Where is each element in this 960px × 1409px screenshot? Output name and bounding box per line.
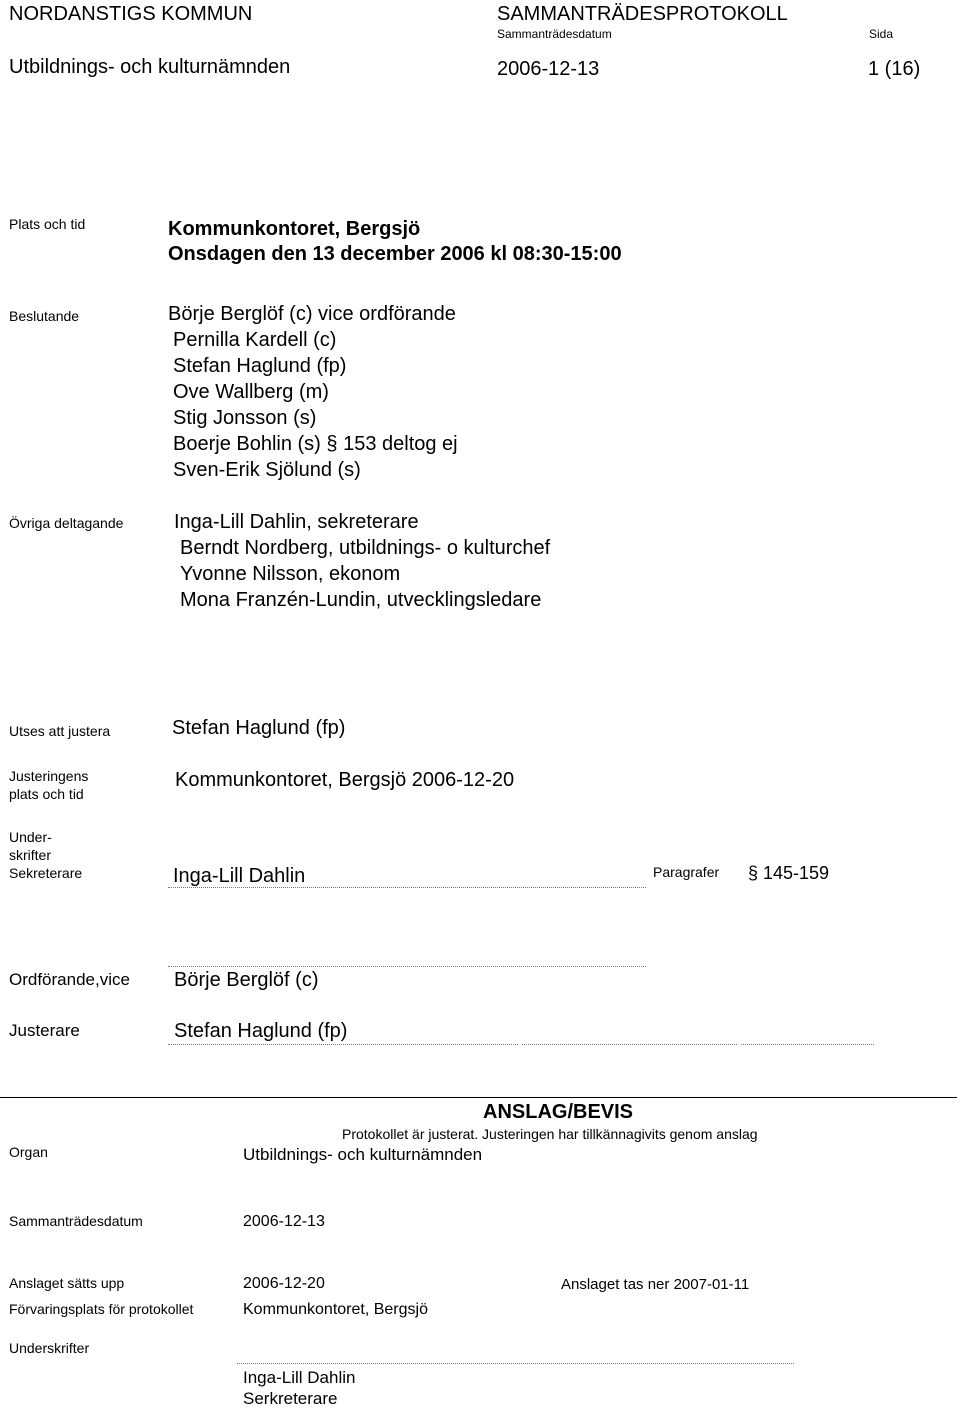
meeting-date-value: 2006-12-13 [243,1213,325,1230]
deciding-member: Pernilla Kardell (c) [173,329,337,351]
secretary-signature-line [168,887,646,888]
adjust-place-label-line: Justeringens [9,768,89,784]
paragraphs-label: Paragrafer [653,864,720,880]
deciding-member: Stig Jonsson (s) [173,407,317,429]
deciding-member: Ove Wallberg (m) [173,381,329,403]
notice-statement: Protokollet är justerat. Justeringen har tillkännagivits genom anslag [342,1126,758,1142]
adjust-place-label-line: plats och tid [9,786,84,802]
notice-signer-block [243,1367,355,1409]
removed-date: 2007-01-11 [673,1276,750,1293]
appointed-label: Utses att justera [9,723,111,739]
posted-date: 2006-12-20 [243,1275,325,1292]
signatures-label-line: Under- [9,829,52,845]
organ-value: Utbildnings- och kulturnämnden [243,1145,483,1164]
adjust-place: Kommunkontoret, Bergsjö 2006-12-20 [175,769,515,791]
notice-signer-title: Serkreterare [243,1389,338,1408]
signatures-label [9,828,82,882]
removed-label: Anslaget tas ner [561,1276,670,1293]
posted-label: Anslaget sätts upp [9,1275,125,1291]
deciding-label: Beslutande [9,308,80,324]
other-participant: Berndt Nordberg, utbildnings- o kulturchef [180,537,551,559]
document-type: SAMMANTRÄDESPROTOKOLL [497,3,788,25]
others-label: Övriga deltagande [9,515,124,531]
notice-title: ANSLAG/BEVIS [483,1101,634,1123]
signatures-label-line: skrifter [9,847,51,863]
paragraphs-value: § 145-159 [748,863,830,883]
notice-divider [0,1097,957,1098]
chair-label: Ordförande,vice [9,970,130,989]
meeting-date-label: Sammanträdesdatum [9,1213,143,1229]
date-label: Sammanträdesdatum [497,27,612,41]
deciding-member: Börje Berglöf (c) vice ordförande [168,303,456,325]
secretary-name: Inga-Lill Dahlin [173,865,306,887]
adjuster-name: Stefan Haglund (fp) [174,1020,348,1042]
other-participant: Inga-Lill Dahlin, sekreterare [174,511,419,533]
organ-label: Organ [9,1144,48,1160]
notice-signature-line [237,1363,794,1364]
meeting-date: 2006-12-13 [497,58,600,80]
adjuster-signature-line [168,1044,518,1045]
org-name: NORDANSTIGS KOMMUN [9,3,253,25]
storage-label: Förvaringsplats för protokollet [9,1301,194,1317]
chair-signature-line [168,966,646,967]
deciding-list [168,301,458,483]
deciding-member: Boerje Bohlin (s) § 153 deltog ej [173,433,458,455]
adjust-place-label [9,767,88,803]
page-number: 1 (16) [868,58,921,80]
secretary-label: Sekreterare [9,865,83,881]
meeting-time: Onsdagen den 13 december 2006 kl 08:30-15:00 [168,243,622,265]
adjuster-signature-line-3 [741,1044,874,1045]
appointed-adjuster: Stefan Haglund (fp) [172,717,346,739]
adjuster-signature-line-2 [522,1044,737,1045]
notice-signer: Inga-Lill Dahlin [243,1368,356,1387]
page-label: Sida [869,27,894,41]
chair-name: Börje Berglöf (c) [174,969,319,991]
other-participant: Mona Franzén-Lundin, utvecklingsledare [180,589,542,611]
notice-signatures-label: Underskrifter [9,1340,90,1356]
storage-value: Kommunkontoret, Bergsjö [243,1301,428,1318]
meeting-place: Kommunkontoret, Bergsjö [168,218,421,240]
adjuster-label: Justerare [9,1021,80,1040]
others-list [174,509,550,613]
deciding-member: Stefan Haglund (fp) [173,355,347,377]
other-participant: Yvonne Nilsson, ekonom [180,563,401,585]
deciding-member: Sven-Erik Sjölund (s) [173,459,361,481]
committee-name: Utbildnings- och kulturnämnden [9,56,291,78]
removed-group [561,1276,749,1293]
place-time-label: Plats och tid [9,216,86,232]
